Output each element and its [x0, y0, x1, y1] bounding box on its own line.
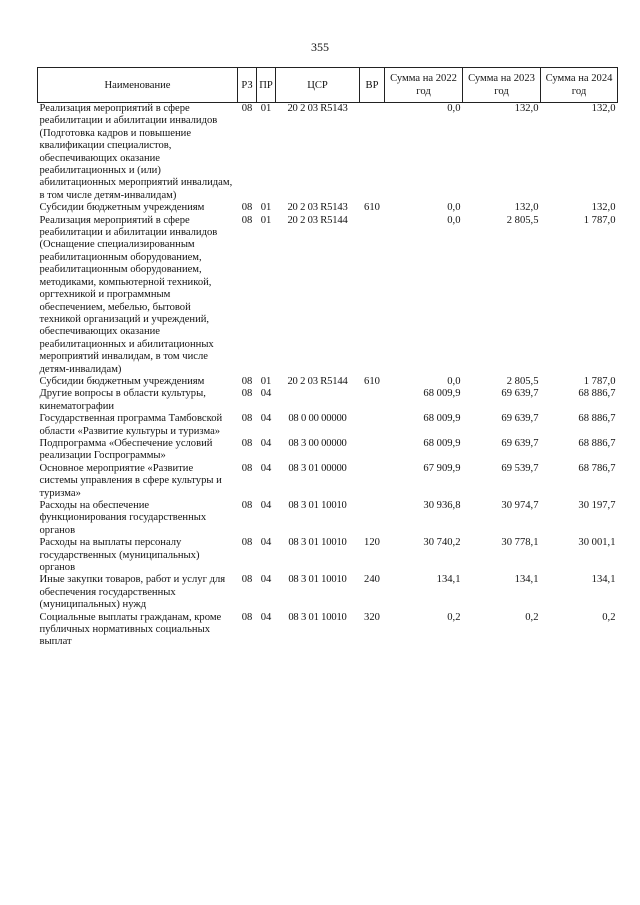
row-sum-2022: 68 009,9 [423, 388, 461, 400]
row-rz: 08 [241, 500, 253, 511]
row-sum-2023: 69 639,7 [501, 437, 539, 449]
row-name: Расходы на обеспечение функционирования государственных органов [39, 500, 207, 536]
row-name: Расходы на выплаты персоналу государственных (муниципальных) органов [39, 537, 200, 574]
row-vr [360, 388, 385, 413]
row-csr: 20 2 03 R5143 [287, 202, 348, 214]
row-sum-2024: 68 886,7 [578, 413, 616, 425]
row-pr: 01 [260, 103, 272, 114]
row-name: Подпрограмма «Обеспечение условий реализации Госпрограммы» [39, 437, 213, 462]
row-rz: 08 [241, 611, 253, 623]
row-pr: 04 [260, 574, 272, 586]
row-vr [360, 215, 385, 376]
row-pr: 04 [260, 388, 272, 400]
row-pr: 01 [260, 214, 272, 226]
header-sum-2022: Сумма на 2022 год [385, 68, 463, 103]
row-csr: 08 3 01 10010 [288, 500, 347, 511]
row-rz: 08 [241, 202, 253, 214]
row-name: Государственная программа Тамбовской области «Развитие культуры и туризма» [39, 413, 223, 437]
row-pr: 01 [260, 202, 272, 214]
row-sum-2023: 0,2 [525, 611, 539, 623]
row-csr: 20 2 03 R5144 [287, 375, 348, 387]
row-sum-2024: 30 197,7 [578, 500, 616, 511]
row-name: Основное мероприятие «Развитие системы управления в сфере культуры и туризма» [39, 462, 222, 499]
row-sum-2022: 67 909,9 [423, 462, 461, 474]
page-number: 355 [311, 40, 329, 54]
row-vr: 120 [364, 537, 380, 549]
row-vr [360, 103, 385, 203]
header-sum-2024: Сумма на 2024 год [541, 68, 618, 103]
row-vr: 610 [364, 375, 380, 387]
row-sum-2023: 134,1 [514, 574, 539, 586]
table-row [38, 537, 618, 574]
table-row [38, 202, 618, 214]
row-sum-2024: 134,1 [591, 574, 616, 586]
header-csr: ЦСР [276, 68, 360, 103]
row-pr: 04 [260, 611, 272, 623]
row-name: Субсидии бюджетным учреждениям [39, 202, 205, 214]
row-name: Субсидии бюджетным учреждениям [39, 375, 205, 387]
header-name: Наименование [38, 68, 238, 103]
row-csr: 08 3 01 10010 [288, 537, 347, 549]
row-sum-2024: 30 001,1 [578, 537, 616, 549]
row-sum-2023: 69 539,7 [501, 462, 539, 474]
row-sum-2023: 69 639,7 [501, 413, 539, 425]
table-row [38, 388, 618, 413]
row-sum-2022: 30 936,8 [423, 500, 461, 511]
header-rz: РЗ [238, 68, 257, 103]
table-row [38, 376, 618, 388]
row-vr: 240 [364, 574, 380, 586]
header-vr: ВР [360, 68, 385, 103]
row-pr: 04 [260, 537, 272, 549]
row-rz: 08 [241, 214, 253, 226]
row-csr: 08 3 01 00000 [288, 462, 347, 474]
row-vr [360, 500, 385, 537]
row-name: Реализация мероприятий в сфере реабилитации и абилитации инвалидов (Оснащение специализированным реабилитационным оборудованием, реабилитационным оборудованием, методиками, компьютерной техникой, оргтехникой и программным обеспечением, мебелью, бытовой техникой организаций и учреждений, обеспечивающих оказание реабилитационных и абилитационных мероприятий инвалидам, в том числе детям-инвалидам) [39, 214, 218, 375]
row-sum-2023: 132,0 [514, 202, 539, 214]
row-sum-2024: 1 787,0 [583, 214, 616, 226]
row-csr [276, 388, 360, 413]
row-csr: 08 3 00 00000 [288, 437, 347, 449]
row-name: Социальные выплаты гражданам, кроме публичных нормативных социальных выплат [39, 611, 222, 648]
row-sum-2022: 68 009,9 [423, 437, 461, 449]
table-row [38, 438, 618, 463]
row-sum-2023: 2 805,5 [506, 214, 539, 226]
row-sum-2022: 0,0 [447, 214, 461, 226]
table-row [38, 612, 618, 649]
row-pr: 04 [260, 413, 272, 425]
row-sum-2022: 0,2 [447, 611, 461, 623]
row-csr: 20 2 03 R5144 [287, 214, 348, 226]
row-sum-2023: 132,0 [514, 103, 539, 114]
row-vr [360, 413, 385, 438]
row-rz: 08 [241, 413, 253, 425]
row-sum-2023: 69 639,7 [501, 388, 539, 400]
table-row [38, 103, 618, 203]
row-rz: 08 [241, 537, 253, 549]
row-sum-2024: 0,2 [602, 611, 616, 623]
row-pr: 04 [260, 437, 272, 449]
row-sum-2024: 132,0 [591, 202, 616, 214]
row-vr: 320 [364, 611, 380, 623]
table-row [38, 463, 618, 500]
row-rz: 08 [241, 574, 253, 586]
table-row [38, 500, 618, 537]
header-pr: ПР [257, 68, 276, 103]
table-header-row [38, 68, 618, 103]
row-sum-2024: 68 886,7 [578, 437, 616, 449]
row-pr: 04 [260, 500, 272, 511]
row-sum-2022: 0,0 [447, 202, 461, 214]
row-sum-2023: 2 805,5 [506, 375, 539, 387]
row-sum-2022: 134,1 [436, 574, 461, 586]
row-sum-2024: 132,0 [591, 103, 616, 114]
table-row [38, 574, 618, 611]
row-sum-2023: 30 778,1 [501, 537, 539, 549]
row-pr: 04 [260, 462, 272, 474]
row-name: Другие вопросы в области культуры, кинематографии [39, 388, 206, 412]
row-csr: 20 2 03 R5143 [287, 103, 348, 114]
row-csr: 08 3 01 10010 [288, 611, 347, 623]
row-rz: 08 [241, 388, 253, 400]
row-sum-2022: 30 740,2 [423, 537, 461, 549]
table-row [38, 413, 618, 438]
row-csr: 08 3 01 10010 [288, 574, 347, 586]
row-rz: 08 [241, 103, 253, 114]
row-csr: 08 0 00 00000 [288, 413, 347, 425]
row-sum-2022: 0,0 [447, 375, 461, 387]
row-rz: 08 [241, 375, 253, 387]
row-pr: 01 [260, 375, 272, 387]
row-vr [360, 463, 385, 500]
row-rz: 08 [241, 437, 253, 449]
row-name: Иные закупки товаров, работ и услуг для обеспечения государственных (муниципальных) нужд [39, 574, 226, 611]
row-sum-2022: 68 009,9 [423, 413, 461, 425]
row-sum-2024: 1 787,0 [583, 375, 616, 387]
row-name: Реализация мероприятий в сфере реабилитации и абилитации инвалидов (Подготовка кадров и повышение квалификации специалистов, обеспечивающих оказание реабилитационных и (или) абилитационных мероприятий инвалидам, в том числе детям-инвалидам) [39, 103, 233, 201]
row-sum-2024: 68 786,7 [578, 462, 616, 474]
budget-table [37, 67, 618, 649]
row-rz: 08 [241, 462, 253, 474]
row-sum-2023: 30 974,7 [501, 500, 539, 511]
table-row [38, 215, 618, 376]
header-sum-2023: Сумма на 2023 год [463, 68, 541, 103]
row-vr: 610 [364, 202, 380, 214]
row-sum-2024: 68 886,7 [578, 388, 616, 400]
row-vr [360, 438, 385, 463]
row-sum-2022: 0,0 [447, 103, 461, 114]
